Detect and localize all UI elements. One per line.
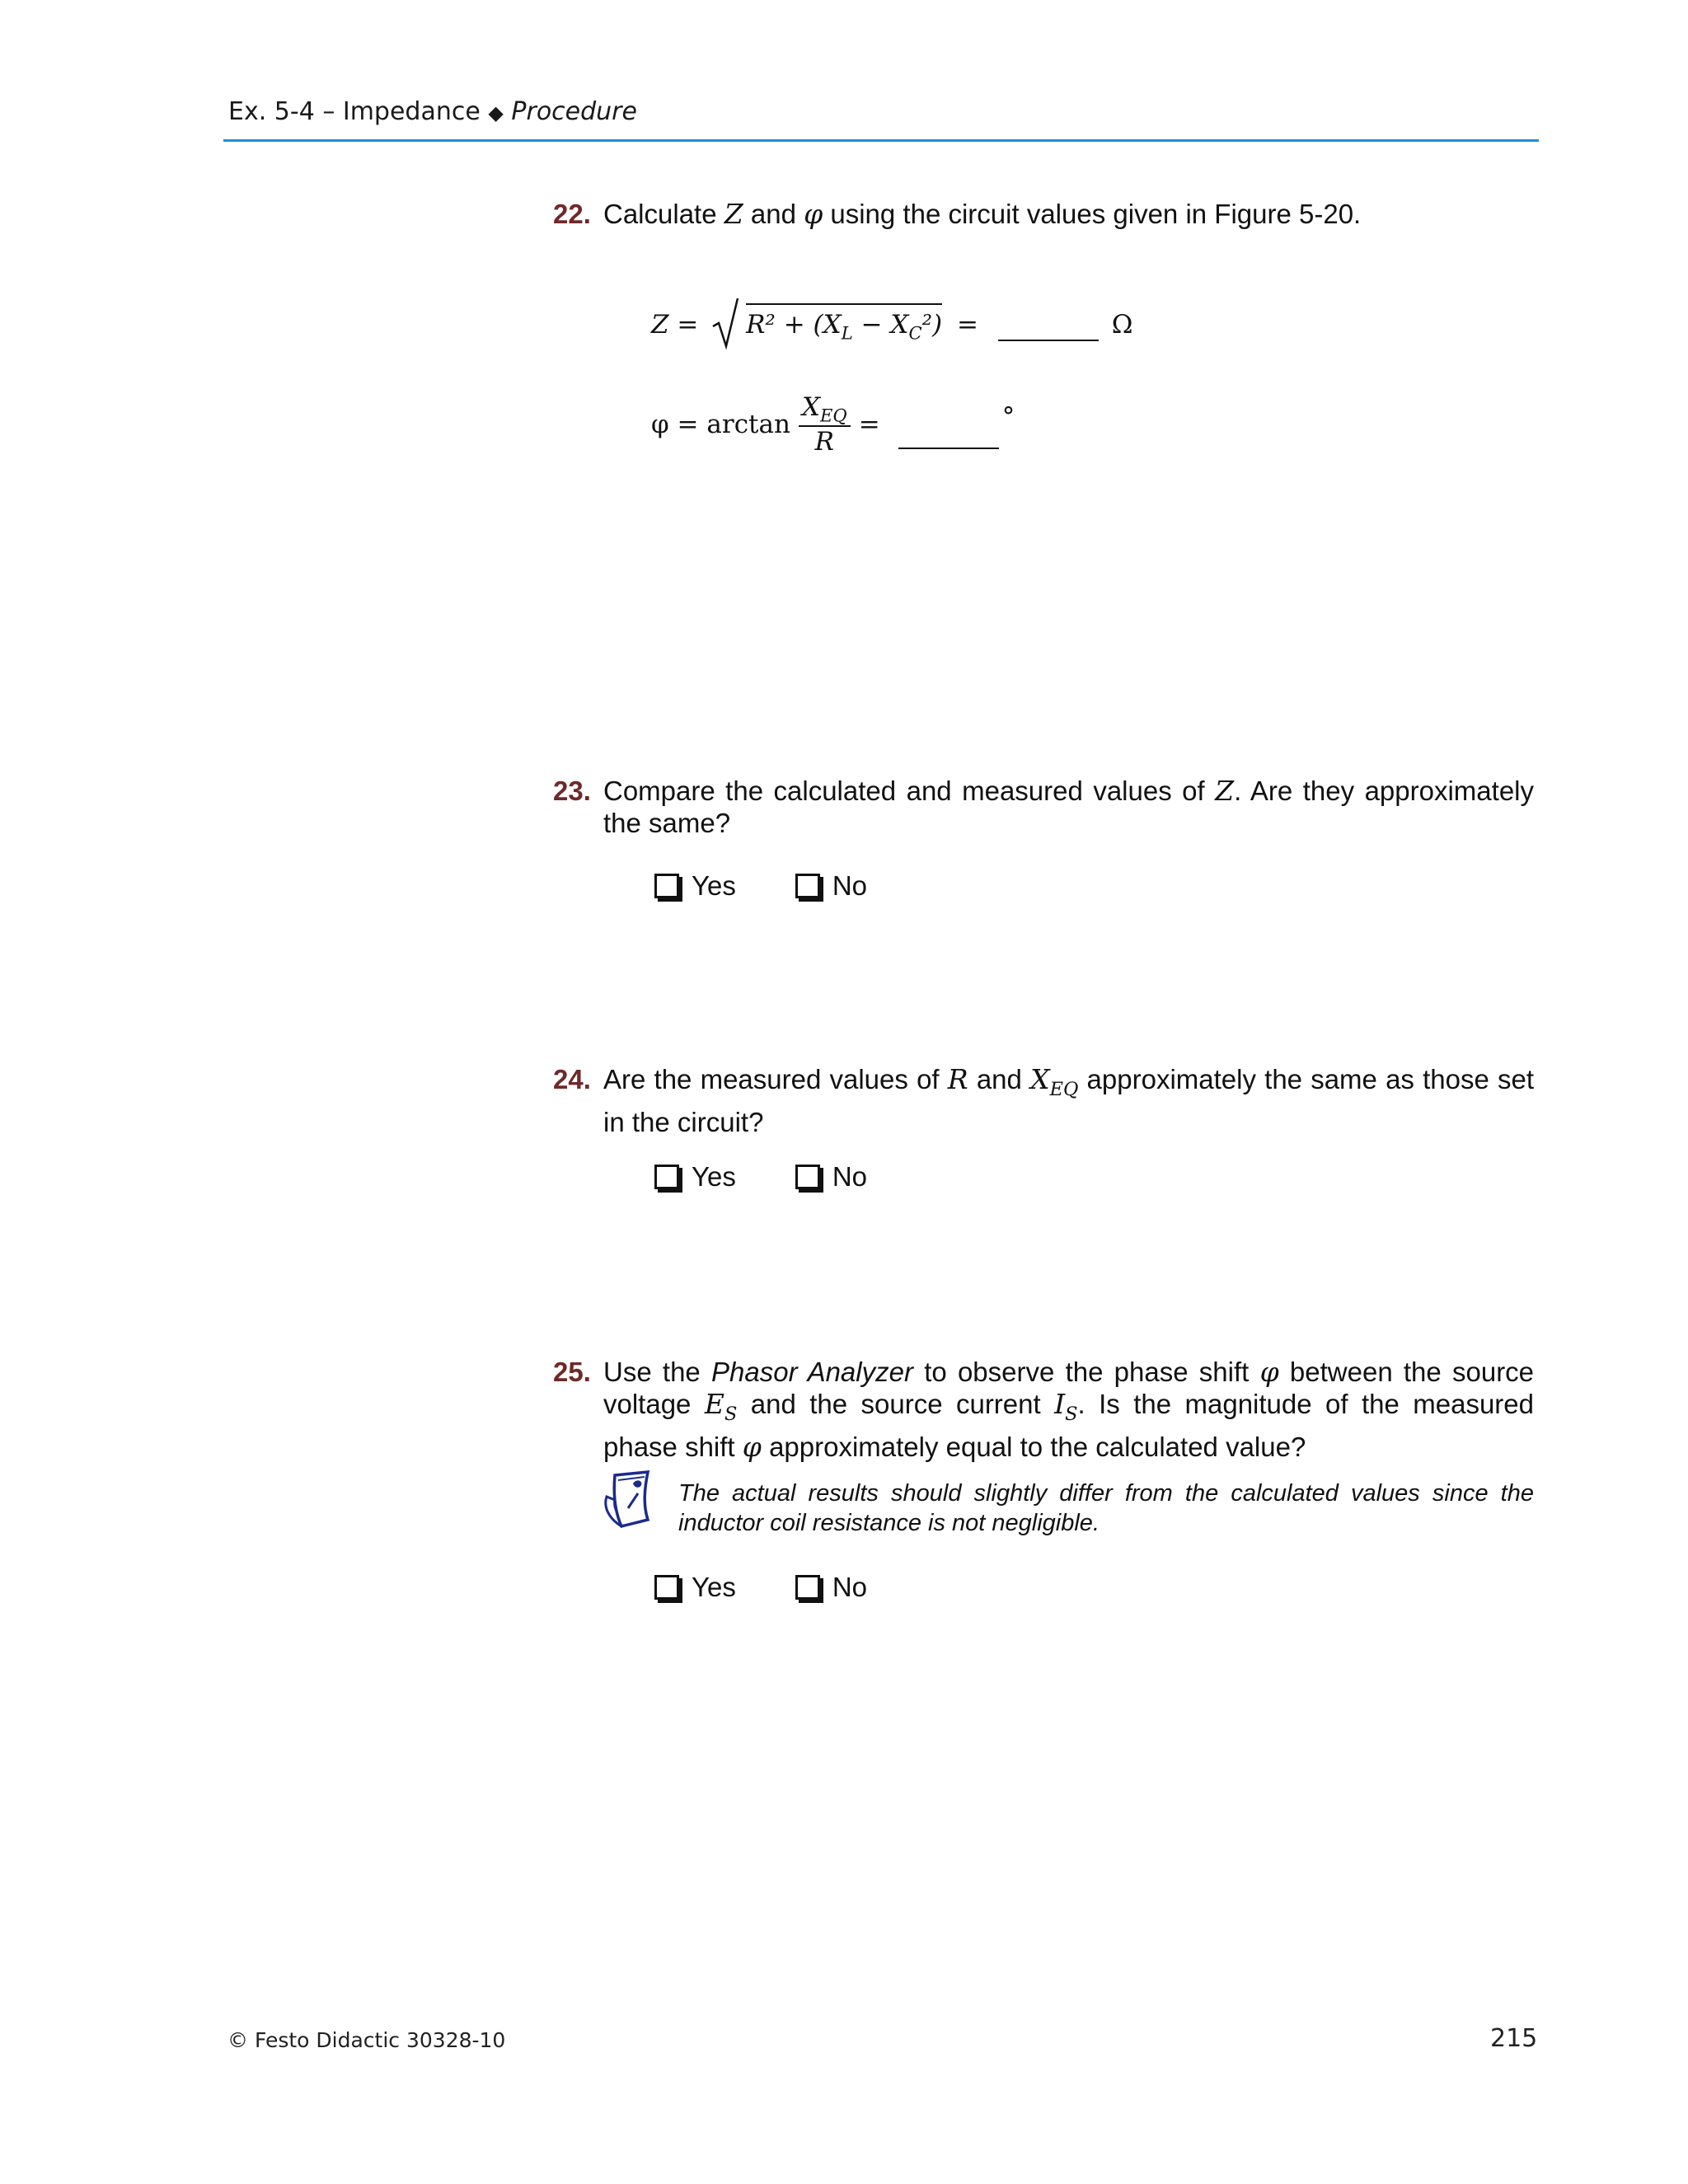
footer-copyright: © Festo Didactic 30328-10 <box>227 2028 506 2052</box>
ohm-unit: Ω <box>1111 310 1133 340</box>
no-option[interactable]: No <box>795 1572 867 1603</box>
question-23 <box>553 775 1534 839</box>
answer-blank-phase[interactable] <box>898 418 999 449</box>
page-number: 215 <box>1490 2024 1538 2053</box>
yes-option[interactable]: Yes <box>654 1572 736 1603</box>
answer-blank-impedance[interactable] <box>998 310 1099 341</box>
question-text: Calculate Z and φ using the circuit values given in Figure 5-20. <box>603 198 1362 230</box>
phase-formula: φ = arctan $X_{EQ}$ R = ° <box>651 392 1015 457</box>
yes-option[interactable]: Yes <box>654 1161 736 1193</box>
header-separator: ◆ <box>488 101 504 124</box>
header-rule <box>223 139 1539 142</box>
radicand: $R^2 + (X_L - X_C^2)$ <box>746 303 942 343</box>
checkbox-icon[interactable] <box>654 1575 679 1600</box>
yes-option[interactable]: Yes <box>654 870 736 902</box>
no-option[interactable]: No <box>795 870 867 902</box>
question-number: 24. <box>553 1064 591 1094</box>
checkbox-icon[interactable] <box>654 1165 679 1189</box>
checkbox-icon[interactable] <box>795 1575 820 1600</box>
header-exercise: Ex. 5-4 – Impedance <box>228 97 481 126</box>
formula-lhs: Z = <box>651 310 699 340</box>
checkbox-icon[interactable] <box>795 874 820 898</box>
tool-name: Phasor Analyzer <box>711 1357 913 1387</box>
checkbox-icon[interactable] <box>654 874 679 898</box>
question-number: 25. <box>553 1357 591 1387</box>
note-pad-icon <box>600 1469 654 1530</box>
fraction: $X_{EQ}$ R <box>799 392 851 457</box>
question-25 <box>553 1356 1534 1463</box>
q23-options <box>654 870 926 902</box>
sqrt-sign <box>711 297 739 351</box>
no-option[interactable]: No <box>795 1161 867 1193</box>
question-text: Compare the calculated and measured values of Z. Are they approximately the same? <box>603 775 1535 838</box>
impedance-formula: $Z = R^2 + (X_L - X_C^2)$ = Ω <box>651 297 1132 351</box>
header-section: Procedure <box>511 97 637 126</box>
formula-lhs: φ = arctan <box>651 410 790 440</box>
note-text: The actual results should slightly differ from the calculated values since the inductor coil resistance is not negligible. <box>678 1480 1534 1536</box>
question-24 <box>553 1063 1534 1138</box>
question-22 <box>553 198 1534 230</box>
question-text: Use the Phasor Analyzer to observe the phase shift φ between the source voltage $E_S$ and the source current $I_S$. Is the magnitude of the measured phase shift φ approximately equal to the calculated value? <box>603 1356 1535 1463</box>
q24-options <box>654 1161 926 1193</box>
degree-unit: ° <box>1001 402 1015 433</box>
running-header <box>228 97 637 126</box>
question-text: Are the measured values of R and $X_{EQ}$ approximately the same as those set in the circuit? <box>603 1063 1535 1137</box>
question-number: 23. <box>553 776 591 806</box>
checkbox-icon[interactable] <box>795 1165 820 1189</box>
q25-options <box>654 1572 926 1603</box>
question-number: 22. <box>553 199 591 229</box>
